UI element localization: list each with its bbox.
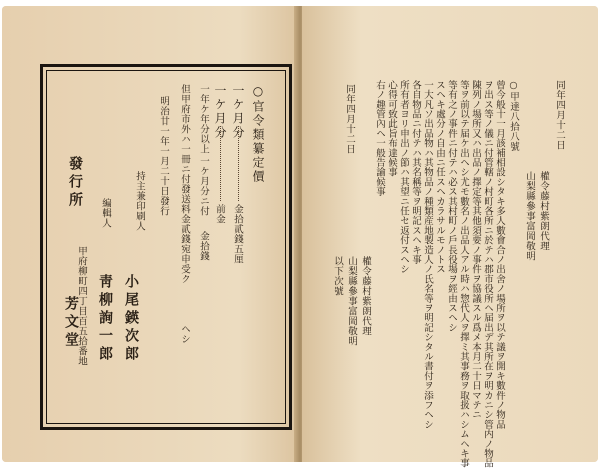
top-date: 同年四月十二日 (554, 80, 565, 150)
price-row-price: 金拾錢 (198, 231, 209, 261)
dotted-leader (238, 126, 239, 201)
price-row-term: 一年ケ年分以上 (198, 84, 209, 154)
order-body-line: 等ヲ前以テ届ケ出ヘシ尤モ數名ノ出品人アル時ハ惣代人ヲ擇ミ其事務ヲ取扱ハシムヘキ事 (458, 80, 469, 468)
order-body-line: 心得可致此旨布達候事 (386, 80, 397, 177)
order-body-line: 等有之ノ事件ニ付テハ必ス其村町ノ戶長役場ヲ經由スヘシ (446, 80, 457, 333)
price-list-heading: ○官令類纂定價 (251, 84, 265, 184)
order-body-line: 右ノ趣管內ヘ一般告諭候事 (374, 80, 385, 197)
shipping-note-tail: ヘシ (179, 324, 190, 344)
role-name-editor: 靑柳詢一郎 (97, 274, 113, 364)
order-body-line: 曾今般十一月該補相設シタキ多人數會合ノ出舍ノ場所ヲ以テ議ヲ開キ數件ノ物品 (494, 80, 505, 430)
role-label-editor: 編輯人 (100, 198, 111, 228)
publisher-address: 甲府柳町四丁目百五拾番地 (76, 246, 87, 366)
role-name-owner-printer: 小尾鍈次郎 (123, 274, 139, 364)
price-row-term: 一ケ月分 (231, 84, 245, 140)
closing-date: 同年四月十二日 (344, 84, 355, 154)
order-body-line: 一大凡ソ出品物ハ其物品ノ種類産地製造人ノ氏名等ヲ明記シタル書付ヲ添フヘシ (422, 80, 433, 430)
order-body-line: 陳列ノ場所又ハ出品ノ擇定等其他須要ノ事件ヲ協議スル爲メ本月二十日マテニ (470, 80, 481, 420)
signature-official: 山梨縣參事富岡敬明 (524, 171, 535, 261)
publisher-name: 芳文堂 (63, 296, 79, 350)
price-note: 一ケ月分ニ付 (198, 156, 209, 216)
closing-signature-official: 山梨縣參事富岡敬明 (346, 256, 357, 346)
role-label-owner-printer: 持主兼印刷人 (134, 171, 145, 231)
publisher-label: 發行所 (67, 156, 83, 210)
dotted-leader (220, 126, 221, 201)
closing-signature-title: 權令藤村紫朗代理 (360, 256, 371, 336)
continued-next-issue: 以下次號 (332, 256, 343, 296)
open-book (2, 6, 598, 468)
signature-title: 權令藤村紫朗代理 (538, 171, 549, 251)
price-row-price: 前金 (214, 204, 225, 224)
issue-date: 明治廿一年一月二十日發行 (158, 96, 169, 216)
order-body-line: スヘキ處分ノ自由ニ任スヘカラサルモノトス (434, 80, 445, 274)
order-body-line: 所有者ヨリ申出ノ節ハ其望ニ任セ返付スヘシ (398, 80, 409, 274)
right-page (302, 6, 598, 468)
order-heading: ○甲達八拾八號 (508, 80, 519, 152)
order-body-line: 各自物品ニ付テハ其名稱等ヲ明記スヘキ事 (410, 80, 421, 265)
order-body-line: ヲ出ス等ノ儀ニ付管轄ノ村町各所ニ於テハ郡市役所ヘ届出デ其所在ヲ明カニシ管内ノ物品 (482, 80, 493, 468)
price-row-term: 一ケ月分 (213, 84, 227, 140)
left-page (2, 6, 298, 462)
shipping-note: 但甲府市外ハ一冊ニ付發送料金貳錢宛申受ク (179, 84, 190, 284)
price-row-price: 金拾貳錢五厘 (232, 204, 243, 264)
